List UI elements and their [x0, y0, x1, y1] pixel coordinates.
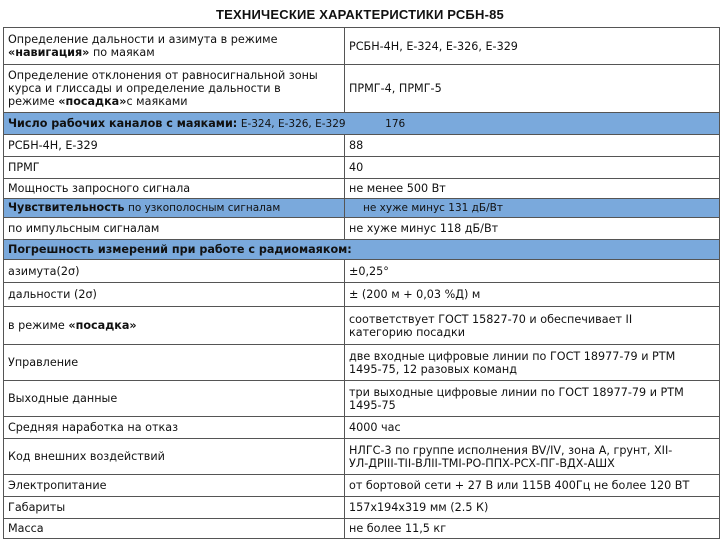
spec-value: ±0,25° [345, 260, 720, 283]
value-line: две входные цифровые линии по ГОСТ 18977-79 и РТМ [349, 349, 676, 363]
table-row [4, 497, 720, 519]
table-row [4, 65, 720, 113]
spec-label: дальности (2σ) [4, 283, 345, 307]
spec-value: 40 [345, 157, 720, 179]
band-sub: Е-324, Е-326, Е-329 [240, 117, 346, 130]
spec-value: ± (200 м + 0,03 %Д) м [345, 283, 720, 307]
band-value: 176 [385, 117, 406, 130]
spec-value [345, 345, 720, 381]
band-label: Чувствительность [8, 201, 125, 214]
spec-label: Мощность запросного сигнала [4, 179, 345, 199]
table-row [4, 417, 720, 439]
spec-value [345, 439, 720, 475]
value-line: УЛ-ДРIII-ТII-ВЛII-ТМI-РО-ППХ-РСХ-ПГ-ВДХ-АШХ [349, 456, 615, 470]
label-bold: «навигация» [8, 46, 90, 59]
label-text: курса и глиссады и определение дальности в [8, 82, 281, 95]
spec-label: Электропитание [4, 475, 345, 497]
spec-value: не хуже минус 118 дБ/Вт [345, 218, 720, 240]
label-text: режиме [8, 95, 55, 108]
label-bold: «посадка» [68, 319, 137, 332]
table-row [4, 283, 720, 307]
label-text: Определение отклонения от равносигнальной зоны [8, 69, 318, 82]
spec-label: РСБН-4Н, Е-329 [4, 135, 345, 157]
page-title: ТЕХНИЧЕСКИЕ ХАРАКТЕРИСТИКИ РСБН-85 [216, 7, 504, 22]
spec-value: 157х194х319 мм (2.5 К) [345, 497, 720, 519]
spec-value [345, 307, 720, 345]
spec-label [4, 28, 345, 65]
spec-label: по импульсным сигналам [4, 218, 345, 240]
table-row [4, 135, 720, 157]
table-row [4, 218, 720, 240]
table-row [4, 475, 720, 497]
spec-label: Масса [4, 519, 345, 539]
spec-value: не более 11,5 кг [345, 519, 720, 539]
label-bold: «посадка» [58, 95, 127, 108]
band-label: Погрешность измерений при работе с радиомаяком: [8, 243, 352, 256]
spec-value: РСБН-4Н, Е-324, Е-326, Е-329 [345, 28, 720, 65]
value-line: категорию посадки [349, 325, 466, 339]
section-band-sensitivity [4, 199, 720, 218]
value-line: 1495-75 [349, 398, 396, 412]
section-band-error [4, 240, 720, 260]
table-row [4, 260, 720, 283]
band-sub: по узкополосным сигналам [127, 202, 281, 214]
value-line: НЛГС-3 по группе исполнения BV/IV, зона А, грунт, XII- [349, 443, 673, 457]
spec-value: не менее 500 Вт [345, 179, 720, 199]
table-row [4, 28, 720, 65]
spec-value: 88 [345, 135, 720, 157]
band-label: Число рабочих каналов с маяками: [8, 116, 238, 130]
spec-label: Код внешних воздействий [4, 439, 345, 475]
table-row [4, 157, 720, 179]
section-band-channels [4, 113, 720, 135]
spec-label: ПРМГ [4, 157, 345, 179]
value-line: три выходные цифровые линии по ГОСТ 18977-79 и РТМ [349, 385, 684, 399]
table-row [4, 179, 720, 199]
spec-value: от бортовой сети + 27 В или 115В 400Гц не более 120 ВТ [345, 475, 720, 497]
table-row [4, 307, 720, 345]
label-text: по маякам [92, 46, 155, 59]
band-value: не хуже минус 131 дБ/Вт [363, 202, 503, 214]
label-text: в режиме [8, 319, 65, 332]
spec-table [3, 27, 720, 539]
table-row [4, 381, 720, 417]
spec-label: Габариты [4, 497, 345, 519]
spec-label: Управление [4, 345, 345, 381]
spec-label [4, 65, 345, 113]
label-text: Определение дальности и азимута в режиме [8, 33, 278, 46]
table-row [4, 519, 720, 539]
spec-label: Выходные данные [4, 381, 345, 417]
label-text: с маяками [126, 95, 188, 108]
spec-value: ПРМГ-4, ПРМГ-5 [345, 65, 720, 113]
value-line: соответствует ГОСТ 15827-70 и обеспечивает II [349, 312, 633, 326]
spec-label: азимута(2σ) [4, 260, 345, 283]
table-row [4, 345, 720, 381]
table-row [4, 439, 720, 475]
spec-value: 4000 час [345, 417, 720, 439]
spec-value [345, 381, 720, 417]
spec-label: Средняя наработка на отказ [4, 417, 345, 439]
value-line: 1495-75, 12 разовых команд [349, 362, 517, 376]
spec-label [4, 307, 345, 345]
